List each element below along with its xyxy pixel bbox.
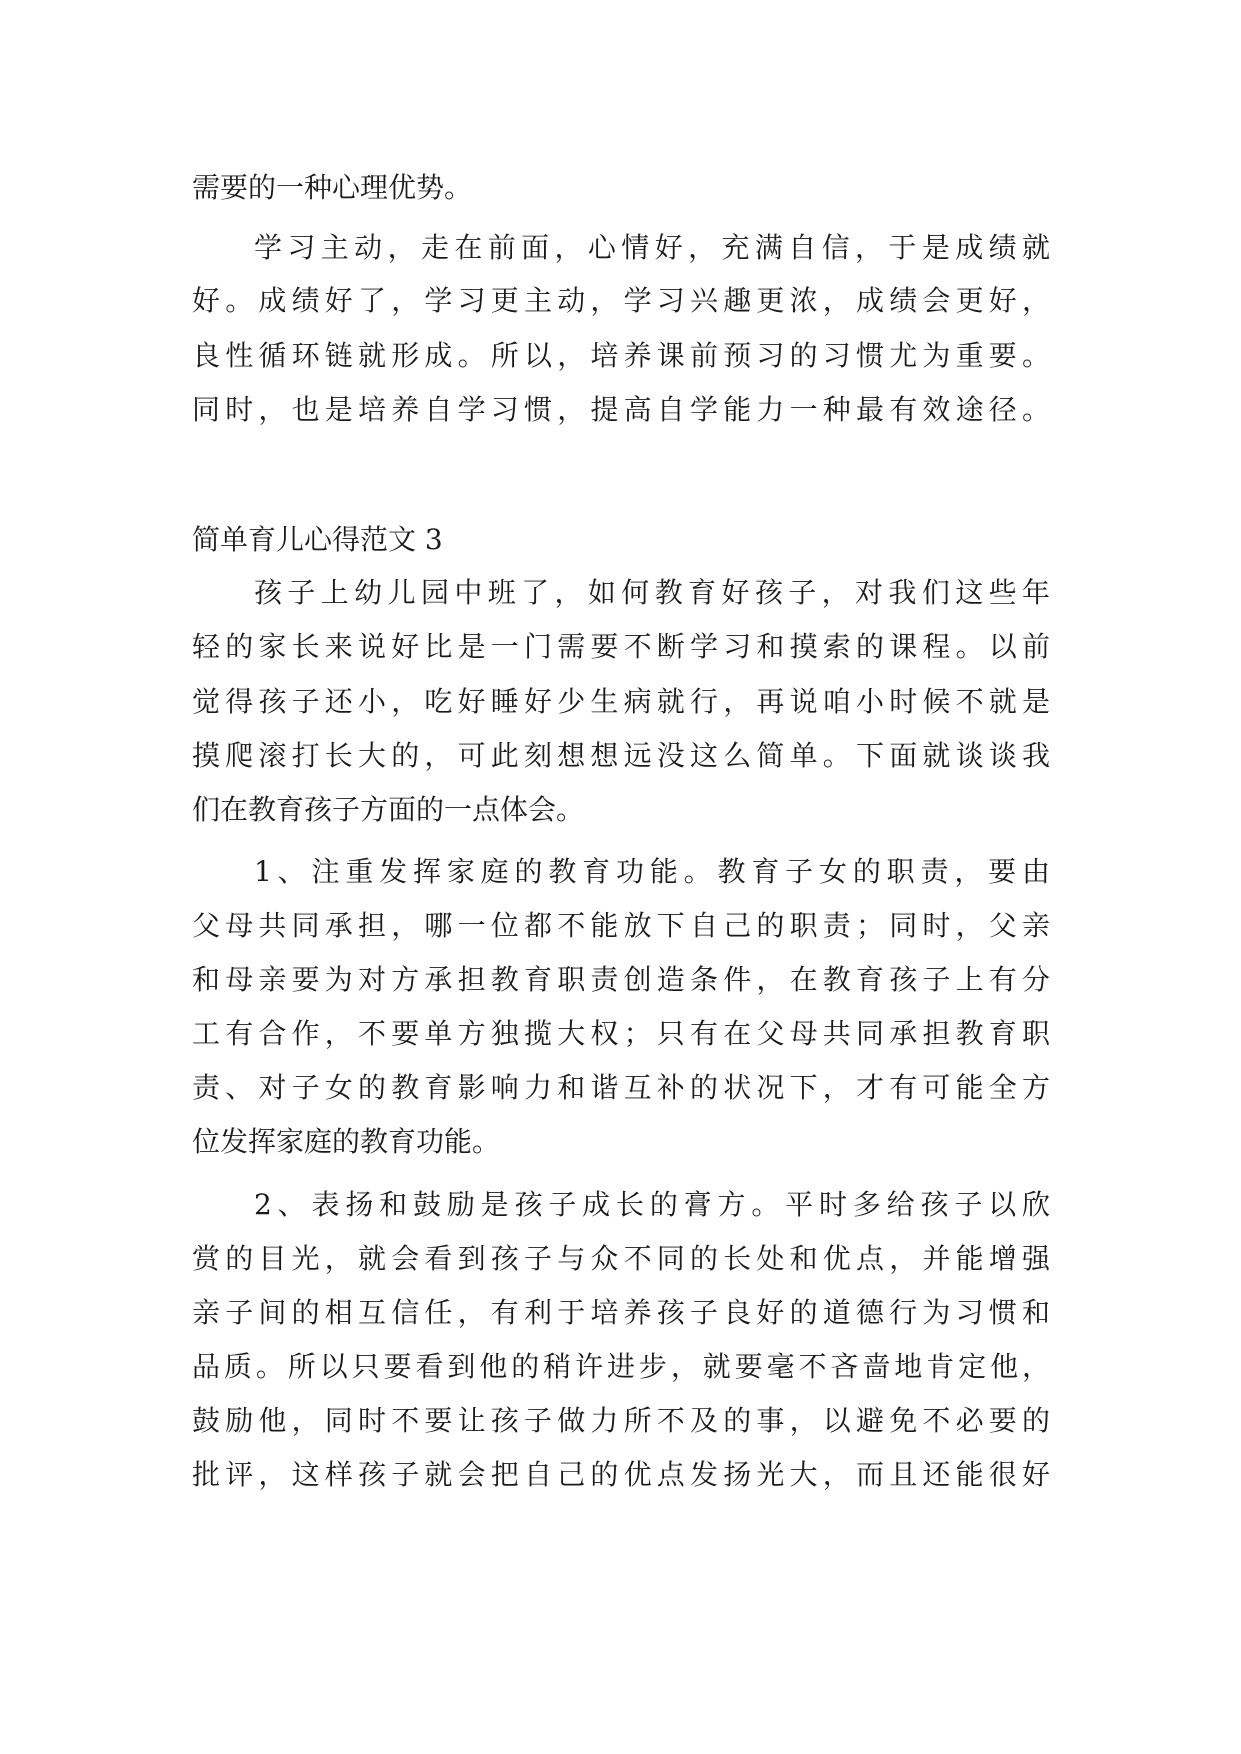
paragraph-line: 摸爬滚打长大的，可此刻想想远没这么简单。下面就谈谈我: [192, 739, 1050, 772]
paragraph-line: 好。成绩好了，学习更主动，学习兴趣更浓，成绩会更好，: [192, 284, 1050, 317]
paragraph-line: 需要的一种心理优势。: [192, 171, 473, 204]
paragraph-line: 同时，也是培养自学习惯，提高自学能力一种最有效途径。: [192, 393, 1050, 426]
paragraph-line: 2、表扬和鼓励是孩子成长的膏方。平时多给孩子以欣: [254, 1188, 1050, 1221]
paragraph-line: 和母亲要为对方承担教育职责创造条件，在教育孩子上有分: [192, 963, 1050, 996]
paragraph-line: 鼓励他，同时不要让孩子做力所不及的事，以避免不必要的: [192, 1404, 1050, 1437]
paragraph-line: 学习主动，走在前面，心情好，充满自信，于是成绩就: [254, 231, 1050, 264]
paragraph-line: 品质。所以只要看到他的稍许进步，就要毫不吝啬地肯定他，: [192, 1350, 1050, 1383]
paragraph-line: 赏的目光，就会看到孩子与众不同的长处和优点，并能增强: [192, 1242, 1050, 1275]
section-heading: 简单育儿心得范文 3: [192, 523, 443, 556]
paragraph-line: 1、注重发挥家庭的教育功能。教育子女的职责，要由: [254, 855, 1050, 888]
paragraph-line: 亲子间的相互信任，有利于培养孩子良好的道德行为习惯和: [192, 1296, 1050, 1329]
paragraph-line: 觉得孩子还小，吃好睡好少生病就行，再说咱小时候不就是: [192, 685, 1050, 718]
paragraph-line: 位发挥家庭的教育功能。: [192, 1125, 501, 1158]
paragraph-line: 孩子上幼儿园中班了，如何教育好孩子，对我们这些年: [254, 576, 1050, 609]
paragraph-line: 责、对子女的教育影响力和谐互补的状况下，才有可能全方: [192, 1071, 1050, 1104]
paragraph-line: 们在教育孩子方面的一点体会。: [192, 793, 585, 826]
paragraph-line: 工有合作，不要单方独揽大权；只有在父母共同承担教育职: [192, 1017, 1050, 1050]
paragraph-line: 批评，这样孩子就会把自己的优点发扬光大，而且还能很好: [192, 1458, 1050, 1491]
paragraph-line: 轻的家长来说好比是一门需要不断学习和摸索的课程。以前: [192, 630, 1050, 663]
paragraph-line: 父母共同承担，哪一位都不能放下自己的职责；同时，父亲: [192, 909, 1050, 942]
paragraph-line: 良性循环链就形成。所以，培养课前预习的习惯尤为重要。: [192, 339, 1050, 372]
